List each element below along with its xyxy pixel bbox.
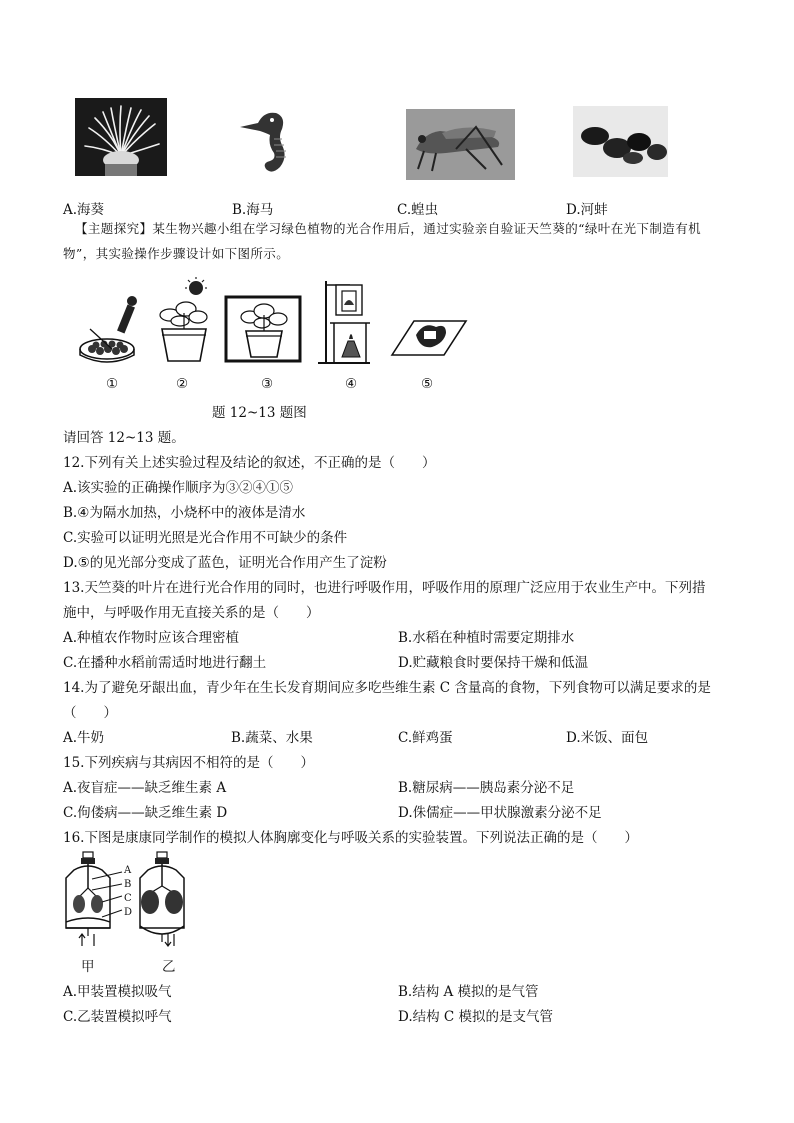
figure-caption: 题 12~13 题图 [212,405,307,421]
q15-option-d: D.侏儒症——甲状腺激素分泌不足 [398,805,602,821]
option-d-mussel: D.河蚌 [566,202,608,218]
step5-stained-leaf-icon [392,321,466,355]
topic-intro: 【主题探究】某生物兴趣小组在学习绿色植物的光合作用后，通过实验亲自验证天竺葵的“绿叶在光下制造有机物”，其实验操作步骤设计如下图所示。 [63,221,701,261]
q12-option-b: B.④为隔水加热，小烧杯中的液体是清水 [63,505,306,521]
q15-stem: 15.下列疾病与其病因不相符的是（ ） [63,755,314,771]
label-B: B [124,879,132,890]
option-a-sea-anemone: A.海葵 [63,202,105,218]
step-label-2: ② [176,376,189,392]
step-label-4: ④ [345,376,358,392]
q13-option-a: A.种植农作物时应该合理密植 [63,630,240,646]
q15-option-a: A.夜盲症——缺乏维生素 A [63,780,227,796]
q12-option-c: C.实验可以证明光照是光合作用不可缺少的条件 [63,530,348,546]
step-label-3: ③ [261,376,274,392]
q16-option-d: D.结构 C 模拟的是支气管 [398,1009,554,1025]
q12-option-a: A.该实验的正确操作顺序为③②④①⑤ [63,480,294,496]
label-D: D [124,907,133,918]
q16-option-c: C.乙装置模拟呼气 [63,1009,172,1025]
seahorse-photo [236,103,308,179]
q14-option-c: C.鲜鸡蛋 [398,730,453,746]
q16-stem: 16.下图是康康同学制作的模拟人体胸廓变化与呼吸关系的实验装置。下列说法正确的是（ ） [63,830,638,846]
label-yi: 乙 [162,959,176,975]
step1-dropper-dish-icon [80,296,137,362]
q14-option-d: D.米饭、面包 [566,730,649,746]
q15-option-c: C.佝偻病——缺乏维生素 D [63,805,228,821]
q15-option-b: B.糖尿病——胰岛素分泌不足 [398,780,575,796]
q12-stem: 12.下列有关上述实验过程及结论的叙述，不正确的是（ ） [63,455,436,471]
q13-option-d: D.贮藏粮食时要保持干燥和低温 [398,655,589,671]
step3-dark-box-icon [226,297,300,361]
option-b-seahorse: B.海马 [232,202,274,218]
q13-stem-continued: 施中，与呼吸作用无直接关系的是（ ） [63,605,320,621]
q14-option-a: A.牛奶 [63,730,105,746]
q14-stem-continued: （ ） [63,705,117,721]
answer-prompt: 请回答 12~13 题。 [63,430,185,446]
label-jia: 甲 [81,959,95,975]
step-label-1: ① [106,376,119,392]
breathing-model-figure [62,850,202,950]
mussel-photo [573,106,668,177]
q13-stem: 13.天竺葵的叶片在进行光合作用的同时，也进行呼吸作用，呼吸作用的原理广泛应用于农业生产中。下列措 [63,580,706,596]
jar-yi-icon [140,852,184,946]
q12-option-d: D.⑤的见光部分变成了蓝色，证明光合作用产生了淀粉 [63,555,387,571]
option-c-locust: C.蝗虫 [397,202,439,218]
label-A: A [124,865,132,876]
step-label-5: ⑤ [421,376,434,392]
q14-option-b: B.蔬菜、水果 [231,730,313,746]
q16-option-a: A.甲装置模拟吸气 [63,984,172,1000]
q14-stem: 14.为了避免牙龈出血，青少年在生长发育期间应多吃些维生素 C 含量高的食物，下列食物可以满足要求的是 [63,680,711,696]
jar-jia-icon [66,852,122,946]
label-C: C [124,893,132,904]
q13-option-c: C.在播种水稻前需适时地进行翻土 [63,655,267,671]
experiment-figure [74,277,474,369]
q16-option-b: B.结构 A 模拟的是气管 [398,984,539,1000]
locust-photo [406,109,515,180]
sea-anemone-photo [75,98,167,176]
step4-water-bath-icon [318,281,370,363]
q13-option-b: B.水稻在种植时需要定期排水 [398,630,575,646]
step2-plant-sun-icon [160,277,207,361]
